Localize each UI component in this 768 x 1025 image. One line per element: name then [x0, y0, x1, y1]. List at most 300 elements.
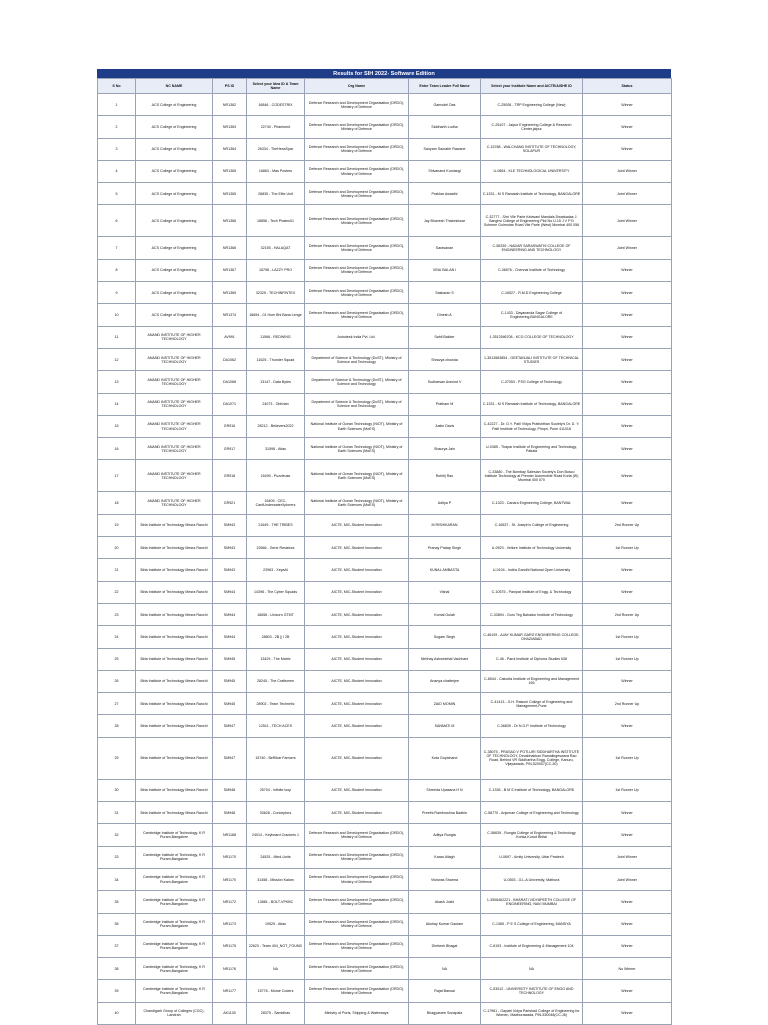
cell-team-name: 31598 - Aitas — [247, 438, 305, 460]
cell-nc-name: Cambridge Institute of Technology, K R Puram,Bangalore — [136, 913, 213, 935]
cell-org-name: Defence Research and Development Organisation (DRDO), Ministry of Defence — [305, 824, 409, 846]
table-row — [98, 138, 672, 160]
cell-team-name: 13429 - The Matrix — [247, 648, 305, 670]
table-row — [98, 824, 672, 846]
cell-status: Winner — [583, 891, 672, 913]
cell-institute: C-16537 - St. Joseph's College of Engineering — [481, 514, 583, 536]
cell-institute: C-25107 - Jaipur Engineering College & Research Center,jaipur — [481, 116, 583, 138]
cell-team-name: 28212 - Believers2022 — [247, 415, 305, 437]
column-header-team-leader: Enter Team Leader Full Name — [409, 79, 481, 94]
cell-s-no: 25 — [98, 648, 136, 670]
cell-ps-id: NR1172 — [213, 891, 247, 913]
cell-team-name: 11625 - Thunder Squad — [247, 348, 305, 370]
cell-team-name: 22666 - Gene Resistors — [247, 537, 305, 559]
cell-s-no: 13 — [98, 371, 136, 393]
cell-ps-id: NR1170 — [213, 868, 247, 890]
cell-s-no: 30 — [98, 779, 136, 801]
cell-org-name: Defence Research and Development Organisation (DRDO), Ministry of Defence — [305, 868, 409, 890]
cell-nc-name: ACS College of Engineering — [136, 304, 213, 326]
cell-s-no: 2 — [98, 116, 136, 138]
cell-ps-id: SM944 — [213, 603, 247, 625]
cell-s-no: 40 — [98, 1002, 136, 1024]
cell-institute: U-0923 - Vellore Institute of Technology University — [481, 537, 583, 559]
cell-status: 2nd Runner Up — [583, 693, 672, 715]
cell-org-name: AICTE, MIC-Student Innovation — [305, 603, 409, 625]
cell-org-name: Department of Science & Technology (DoST), Ministry of Science and Technology — [305, 371, 409, 393]
cell-team-leader: Karan Allagh — [409, 846, 481, 868]
table-row — [98, 1002, 672, 1024]
cell-team-leader: Shaurya Jain — [409, 438, 481, 460]
cell-status: Joint Winner — [583, 237, 672, 259]
cell-ps-id: NR1369 — [213, 282, 247, 304]
cell-status: 2nd Runner Up — [583, 514, 672, 536]
cell-team-leader: Justin Davis — [409, 415, 481, 437]
cell-institute: C-56639 - Rungta College of Engineering & Technology Kohka Kurud Bhilai — [481, 824, 583, 846]
cell-org-name: AICTE, MIC-Student Innovation — [305, 648, 409, 670]
cell-team-name: 19525 - Atlas — [247, 913, 305, 935]
cell-team-leader: Akash Joshi — [409, 891, 481, 913]
table-row — [98, 913, 672, 935]
cell-ps-id: SM945 — [213, 693, 247, 715]
cell-team-leader: Rajat Bansal — [409, 980, 481, 1002]
cell-institute: C-41413 - G.H. Raisoni College of Engineering and Management,Pune — [481, 693, 583, 715]
column-header-s-no: S No — [98, 79, 136, 94]
cell-team-name: NA — [247, 958, 305, 980]
table-row — [98, 802, 672, 824]
cell-team-leader: VINU BALAN I — [409, 259, 481, 281]
cell-team-leader: Akshay Kumar Gautam — [409, 913, 481, 935]
cell-nc-name: Birla Institute of Technology Mesra Ranchi — [136, 670, 213, 692]
cell-team-name: 28375 - Samidhas — [247, 1002, 305, 1024]
cell-institute: U-0553 - G.L.A University, Mathura — [481, 868, 583, 890]
column-header-institute: Select your Institute Name and AICTE/AISHE ID — [481, 79, 583, 94]
cell-institute: C-56339 - NADAR SARASWATHI COLLEGE OF ENGINEERING AND TECHNOLOGY — [481, 237, 583, 259]
cell-institute: C-1336 - B M S Institute of Technology, BANGALORE — [481, 779, 583, 801]
table-row — [98, 160, 672, 182]
cell-ps-id: SM944 — [213, 581, 247, 603]
cell-org-name: AICTE, MIC-Student Innovation — [305, 514, 409, 536]
cell-team-name: 30628 - Conceptors — [247, 802, 305, 824]
cell-org-name: AICTE, MIC-Student Innovation — [305, 737, 409, 779]
cell-team-leader: ZAID MOMIN — [409, 693, 481, 715]
cell-s-no: 3 — [98, 138, 136, 160]
cell-s-no: 1 — [98, 94, 136, 116]
table-row — [98, 581, 672, 603]
cell-institute: C-10575 - Panipat Institute of Engg. & Technology — [481, 581, 583, 603]
cell-ps-id: SM943 — [213, 514, 247, 536]
cell-status: Winner — [583, 393, 672, 415]
cell-team-leader: Dinesh A — [409, 304, 481, 326]
table-row — [98, 116, 672, 138]
cell-s-no: 31 — [98, 802, 136, 824]
cell-nc-name: ACS College of Engineering — [136, 237, 213, 259]
cell-org-name: AICTE, MIC-Student Innovation — [305, 626, 409, 648]
cell-s-no: 14 — [98, 393, 136, 415]
results-banner: Results for SIH 2022- Software Edition — [97, 69, 671, 78]
cell-team-name: 16409 - CEC-CardUnderwaterXplorers — [247, 492, 305, 514]
cell-org-name: Defence Research and Development Organisation (DRDO), Ministry of Defence — [305, 116, 409, 138]
cell-team-leader: Saravanan — [409, 237, 481, 259]
cell-team-leader: Nirbhay Ashwinbhai Vachhani — [409, 648, 481, 670]
cell-ps-id: NR1367 — [213, 259, 247, 281]
cell-status: Winner — [583, 802, 672, 824]
cell-s-no: 34 — [98, 868, 136, 890]
cell-team-name: 11566 - REDWING — [247, 326, 305, 348]
table-row — [98, 958, 672, 980]
cell-s-no: 33 — [98, 846, 136, 868]
cell-team-leader: Kota Gopichand — [409, 737, 481, 779]
column-header-ps-id: PS ID — [213, 79, 247, 94]
cell-nc-name: Birla Institute of Technology Mesra Ranchi — [136, 537, 213, 559]
cell-ps-id: GR918 — [213, 460, 247, 492]
cell-institute: C-1331 - M S Ramaiah Institute of Technology, BANGALORE — [481, 183, 583, 205]
column-header-team-name: Select your Idea ID & Team Name — [247, 79, 305, 94]
cell-ps-id: DA1062 — [213, 348, 247, 370]
cell-status: Winner — [583, 348, 672, 370]
cell-ps-id: NR1168 — [213, 824, 247, 846]
cell-org-name: National Institute of Ocean Technology (NIOT), Ministry of Earth Sciences (MoES) — [305, 438, 409, 460]
cell-team-leader: Bhagyasree Sonapala — [409, 1002, 481, 1024]
cell-institute: C-53012 - UNIVERSITY INSTITUTE OF ENGG AND TECHNOLOGY — [481, 980, 583, 1002]
column-header-nc-name: NC NAME — [136, 79, 213, 94]
cell-nc-name: ACS College of Engineering — [136, 138, 213, 160]
cell-team-name: 23963 - XeyaAI — [247, 559, 305, 581]
cell-org-name: Defence Research and Development Organisation (DRDO), Ministry of Defence — [305, 958, 409, 980]
cell-ps-id: DA1071 — [213, 393, 247, 415]
cell-team-name: 21649 - THE TRIBES — [247, 514, 305, 536]
cell-org-name: AICTE, MIC-Student Innovation — [305, 559, 409, 581]
cell-nc-name: ANAND INSTITUTE OF HIGHER TECHNOLOGY — [136, 371, 213, 393]
cell-institute: C-37053 - PSG College of Technology — [481, 371, 583, 393]
cell-institute: C-1365 - P E S College of Engineering, MANDYA — [481, 913, 583, 935]
cell-team-name: 24073 - Oblivian — [247, 393, 305, 415]
cell-status: Winner — [583, 460, 672, 492]
cell-team-leader: Sugam Singh — [409, 626, 481, 648]
cell-status: Joint Winner — [583, 160, 672, 182]
cell-org-name: Defence Research and Development Organisation (DRDO), Ministry of Defence — [305, 259, 409, 281]
cell-s-no: 27 — [98, 693, 136, 715]
cell-status: Winner — [583, 492, 672, 514]
cell-team-name: 16654 - 01 Hum Bhi Bana Lenge — [247, 304, 305, 326]
cell-nc-name: Birla Institute of Technology Mesra Ranchi — [136, 648, 213, 670]
cell-s-no: 4 — [98, 160, 136, 182]
cell-team-name: 28803 - 2B || I 2B — [247, 626, 305, 648]
cell-org-name: Defence Research and Development Organisation (DRDO), Ministry of Defence — [305, 913, 409, 935]
cell-team-name: 18798 - LAZZY PRO — [247, 259, 305, 281]
cell-team-leader: Dhritesh Bhagat — [409, 935, 481, 957]
cell-institute: C-33894 - Guru Teg Bahadur Institute of Technology — [481, 603, 583, 625]
table-row — [98, 393, 672, 415]
cell-nc-name: Birla Institute of Technology Mesra Ranchi — [136, 581, 213, 603]
cell-s-no: 7 — [98, 237, 136, 259]
cell-team-name: 32325 - TECHINFINTEX — [247, 282, 305, 304]
cell-team-name: 16499 - Puzzleuse — [247, 460, 305, 492]
cell-s-no: 5 — [98, 183, 136, 205]
cell-ps-id: AK1130 — [213, 1002, 247, 1024]
cell-nc-name: Cambridge Institute of Technology, K R Puram,Bangalore — [136, 935, 213, 957]
cell-org-name: AICTE, MIC-Student Innovation — [305, 670, 409, 692]
cell-org-name: National Institute of Ocean Technology (NIOT), Ministry of Earth Sciences (MoES) — [305, 415, 409, 437]
cell-status: Joint Winner — [583, 183, 672, 205]
cell-institute: 1-3508462221 - BHARATI VIDYAPEETH COLLEGE OF ENGINEERING, NAVI MUMBAI — [481, 891, 583, 913]
cell-status: Winner — [583, 581, 672, 603]
cell-institute: C-58770 - Anjuman College of Engineering and Technology — [481, 802, 583, 824]
cell-org-name: AICTE, MIC-Student Innovation — [305, 779, 409, 801]
cell-team-leader: Sudharsan Aravind V — [409, 371, 481, 393]
cell-team-leader: Sanyam Saurabh Rawane — [409, 138, 481, 160]
table-row — [98, 626, 672, 648]
cell-institute: U-0385 - Thapar Institute of Engineering and Technology, Patiala — [481, 438, 583, 460]
cell-institute: C-33880 - The Bombay Salesian Society's Don Bosco Institute Technology at Premier Automobile Road Kurla (W) Mumbai 400 070 — [481, 460, 583, 492]
cell-team-name: 26835 - The Elite Unit — [247, 183, 305, 205]
cell-ps-id: SM948 — [213, 779, 247, 801]
cell-team-leader: Saskaran S — [409, 282, 481, 304]
cell-ps-id: NR1365 — [213, 160, 247, 182]
cell-team-name: 24525 - Mind-Units — [247, 846, 305, 868]
cell-ps-id: NR1173 — [213, 913, 247, 935]
table-row — [98, 415, 672, 437]
cell-status: Winner — [583, 980, 672, 1002]
cell-s-no: 36 — [98, 913, 136, 935]
cell-nc-name: ANAND INSTITUTE OF HIGHER TECHNOLOGY — [136, 348, 213, 370]
cell-s-no: 11 — [98, 326, 136, 348]
cell-org-name: Autodesk India Pvt. Ltd. — [305, 326, 409, 348]
cell-status: Winner — [583, 138, 672, 160]
cell-org-name: AICTE, MIC-Student Innovation — [305, 693, 409, 715]
cell-team-leader: Rohitij Rao — [409, 460, 481, 492]
cell-team-leader: Ananya chatterjee — [409, 670, 481, 692]
cell-institute: 1-3512663854 - GEETANJALI INSTITUTE OF TECHNICAL STUDIES — [481, 348, 583, 370]
cell-ps-id: GR916 — [213, 415, 247, 437]
cell-nc-name: ANAND INSTITUTE OF HIGHER TECHNOLOGY — [136, 492, 213, 514]
cell-status: Winner — [583, 438, 672, 460]
cell-nc-name: Birla Institute of Technology Mesra Ranchi — [136, 559, 213, 581]
cell-team-name: 26334 - TheHexaSpar — [247, 138, 305, 160]
cell-nc-name: Birla Institute of Technology Mesra Ranchi — [136, 715, 213, 737]
cell-org-name: AICTE, MIC-Student Innovation — [305, 802, 409, 824]
cell-org-name: Defence Research and Development Organisation (DRDO), Ministry of Defence — [305, 846, 409, 868]
cell-s-no: 37 — [98, 935, 136, 957]
cell-org-name: AICTE, MIC-Student Innovation — [305, 537, 409, 559]
cell-institute: C-36839 - Dr N.G.P. Institute of Technology — [481, 715, 583, 737]
table-row — [98, 282, 672, 304]
table-row — [98, 205, 672, 237]
cell-team-name: 13147 - Data Bytes — [247, 371, 305, 393]
cell-nc-name: Birla Institute of Technology Mesra Ranchi — [136, 737, 213, 779]
table-row — [98, 438, 672, 460]
table-row — [98, 935, 672, 957]
cell-nc-name: ACS College of Engineering — [136, 94, 213, 116]
cell-ps-id: AV991 — [213, 326, 247, 348]
cell-team-leader: Preethi Ramkrushna Badble — [409, 802, 481, 824]
cell-nc-name: Birla Institute of Technology Mesra Ranchi — [136, 514, 213, 536]
cell-ps-id: SM945 — [213, 648, 247, 670]
cell-status: 1st Runner Up — [583, 779, 672, 801]
cell-org-name: AICTE, MIC-Student Innovation — [305, 581, 409, 603]
cell-nc-name: Cambridge Institute of Technology, K R Puram,Bangalore — [136, 980, 213, 1002]
cell-status: Winner — [583, 715, 672, 737]
cell-org-name: Defence Research and Development Organisation (DRDO), Ministry of Defence — [305, 205, 409, 237]
cell-s-no: 21 — [98, 559, 136, 581]
cell-status: No Winner — [583, 958, 672, 980]
cell-nc-name: Birla Institute of Technology Mesra Ranchi — [136, 779, 213, 801]
cell-s-no: 16 — [98, 438, 136, 460]
cell-ps-id: NR1175 — [213, 935, 247, 957]
cell-institute: C-46 - Parul Institute of Diploma Studies 638 — [481, 648, 583, 670]
cell-team-leader: Pratham M — [409, 393, 481, 415]
table-row — [98, 891, 672, 913]
cell-nc-name: Cambridge Institute of Technology, K R Puram,Bangalore — [136, 846, 213, 868]
cell-nc-name: Birla Institute of Technology Mesra Ranchi — [136, 802, 213, 824]
cell-ps-id: SM943 — [213, 537, 247, 559]
cell-team-name: 12511 - TECH ACES — [247, 715, 305, 737]
table-row — [98, 980, 672, 1002]
table-row — [98, 737, 672, 779]
cell-institute: U-0854 - KLE TECHNOLOGICAL UNIVERSITY — [481, 160, 583, 182]
cell-team-leader: Vishwas Sharma — [409, 868, 481, 890]
cell-team-name: 16656 - Unicorn GTMT — [247, 603, 305, 625]
cell-ps-id: NR1177 — [213, 980, 247, 1002]
cell-org-name: National Institute of Ocean Technology (NIOT), Ministry of Earth Sciences (MoES) — [305, 492, 409, 514]
cell-nc-name: Chandigarh Group of Colleges (CGC), Landran — [136, 1002, 213, 1024]
cell-team-name: 16846 - CODESTRIX — [247, 94, 305, 116]
cell-team-leader: Shivanand Kundargi — [409, 160, 481, 182]
table-row — [98, 492, 672, 514]
cell-team-leader: M RISHIKARAN — [409, 514, 481, 536]
cell-s-no: 20 — [98, 537, 136, 559]
cell-org-name: National Institute of Ocean Technology (NIOT), Ministry of Earth Sciences (MoES) — [305, 460, 409, 492]
cell-nc-name: Birla Institute of Technology Mesra Ranchi — [136, 693, 213, 715]
cell-nc-name: ACS College of Engineering — [136, 259, 213, 281]
table-row — [98, 348, 672, 370]
cell-s-no: 32 — [98, 824, 136, 846]
cell-team-leader: Shreeda Upasana H N — [409, 779, 481, 801]
cell-s-no: 10 — [98, 304, 136, 326]
cell-ps-id: SM945 — [213, 670, 247, 692]
table-row — [98, 326, 672, 348]
table-row — [98, 648, 672, 670]
cell-team-name: 28245 - The Craftsmen — [247, 670, 305, 692]
table-row — [98, 304, 672, 326]
table-row — [98, 670, 672, 692]
cell-ps-id: SM943 — [213, 559, 247, 581]
cell-org-name: Defence Research and Development Organisation (DRDO), Ministry of Defence — [305, 183, 409, 205]
cell-ps-id: NR1366 — [213, 205, 247, 237]
cell-status: 2nd Runner Up — [583, 603, 672, 625]
cell-ps-id: NR1362 — [213, 94, 247, 116]
cell-nc-name: ANAND INSTITUTE OF HIGHER TECHNOLOGY — [136, 415, 213, 437]
cell-s-no: 9 — [98, 282, 136, 304]
cell-status: Winner — [583, 415, 672, 437]
table-header-row — [98, 79, 672, 94]
table-row — [98, 183, 672, 205]
cell-team-name: 15776 - Morse Coders — [247, 980, 305, 1002]
cell-s-no: 15 — [98, 415, 136, 437]
cell-team-leader: Komal Gulati — [409, 603, 481, 625]
column-header-status: Status — [583, 79, 672, 94]
cell-status: Joint Winner — [583, 205, 672, 237]
cell-institute: 1-3512546708 - KCG COLLEGE OF TECHNOLOGY — [481, 326, 583, 348]
cell-institute: C-25008 - TRP Engineering College (New) — [481, 94, 583, 116]
cell-team-name: 13881 - BOLT-VPKBC — [247, 891, 305, 913]
cell-status: Winner — [583, 935, 672, 957]
cell-ps-id: DA1068 — [213, 371, 247, 393]
cell-nc-name: ANAND INSTITUTE OF HIGHER TECHNOLOGY — [136, 326, 213, 348]
cell-team-leader: Siddharth Lodha — [409, 116, 481, 138]
cell-status: Winner — [583, 913, 672, 935]
cell-org-name: Department of Science & Technology (DoST), Ministry of Science and Technology — [305, 393, 409, 415]
cell-s-no: 39 — [98, 980, 136, 1002]
cell-org-name: Defence Research and Development Organisation (DRDO), Ministry of Defence — [305, 94, 409, 116]
cell-institute: C-32777 - Shri Vile Parle Kelavani Mandals Dwarkadas J. Sanghvi College of Engineering Plot No U-15 J V P D Scheme Gulmohar Road Vile Parle (West) Mumbai 400 056 — [481, 205, 583, 237]
table-row — [98, 371, 672, 393]
cell-nc-name: Cambridge Institute of Technology, K R Puram,Bangalore — [136, 958, 213, 980]
cell-s-no: 8 — [98, 259, 136, 281]
cell-org-name: Defence Research and Development Organisation (DRDO), Ministry of Defence — [305, 160, 409, 182]
cell-ps-id: NR1170 — [213, 846, 247, 868]
cell-team-name: 18856 - Tech Pirates01 — [247, 205, 305, 237]
cell-ps-id: NR1176 — [213, 958, 247, 980]
cell-ps-id: SM947 — [213, 737, 247, 779]
cell-nc-name: Birla Institute of Technology Mesra Ranchi — [136, 626, 213, 648]
cell-org-name: Department of Science & Technology (DoST), Ministry of Science and Technology — [305, 348, 409, 370]
cell-ps-id: GR921 — [213, 492, 247, 514]
cell-team-leader: Jay Bhavesh Thakeshwar — [409, 205, 481, 237]
cell-institute: C-36576 - Chennai Institute of Technology — [481, 259, 583, 281]
table-row — [98, 868, 672, 890]
cell-ps-id: SM947 — [213, 715, 247, 737]
cell-s-no: 6 — [98, 205, 136, 237]
table-row — [98, 559, 672, 581]
cell-status: Winner — [583, 559, 672, 581]
table-row — [98, 846, 672, 868]
cell-institute: C-46109 - AJAY KUMAR GARG ENGINEERING COLLEGE, GHAZIABAD — [481, 626, 583, 648]
cell-ps-id: NR1364 — [213, 138, 247, 160]
cell-org-name: Defence Research and Development Organisation (DRDO), Ministry of Defence — [305, 980, 409, 1002]
results-sheet — [97, 69, 671, 1025]
cell-s-no: 26 — [98, 670, 136, 692]
cell-status: 1st Runner Up — [583, 648, 672, 670]
cell-nc-name: ANAND INSTITUTE OF HIGHER TECHNOLOGY — [136, 393, 213, 415]
cell-nc-name: Birla Institute of Technology Mesra Ranchi — [136, 603, 213, 625]
cell-status: 1st Runner Up — [583, 737, 672, 779]
cell-s-no: 17 — [98, 460, 136, 492]
table-row — [98, 514, 672, 536]
cell-team-leader: Gamodel Das — [409, 94, 481, 116]
cell-s-no: 12 — [98, 348, 136, 370]
cell-s-no: 38 — [98, 958, 136, 980]
cell-institute: U-0104 - Indira Gandhi National Open University — [481, 559, 583, 581]
table-row — [98, 237, 672, 259]
cell-status: Winner — [583, 326, 672, 348]
cell-s-no: 24 — [98, 626, 136, 648]
cell-team-leader: Sahil Bakker — [409, 326, 481, 348]
cell-org-name: Defence Research and Development Organisation (DRDO), Ministry of Defence — [305, 304, 409, 326]
cell-nc-name: ANAND INSTITUTE OF HIGHER TECHNOLOGY — [136, 438, 213, 460]
cell-ps-id: SM944 — [213, 626, 247, 648]
cell-team-name: 28902 - Team Technetic — [247, 693, 305, 715]
cell-ps-id: NR1366 — [213, 237, 247, 259]
cell-team-name: 14398 - The Cyber Squads — [247, 581, 305, 603]
cell-ps-id: NR1374 — [213, 304, 247, 326]
cell-institute: C-17961 - Gayatri Vidya Parishad College of Engineering for Women, Madhurawada, PIN-530048(CC-J6) — [481, 1002, 583, 1024]
cell-s-no: 35 — [98, 891, 136, 913]
cell-nc-name: ACS College of Engineering — [136, 160, 213, 182]
cell-ps-id: NR1365 — [213, 183, 247, 205]
cell-status: Winner — [583, 116, 672, 138]
cell-s-no: 29 — [98, 737, 136, 779]
cell-team-leader: Prakhar Awasthi — [409, 183, 481, 205]
